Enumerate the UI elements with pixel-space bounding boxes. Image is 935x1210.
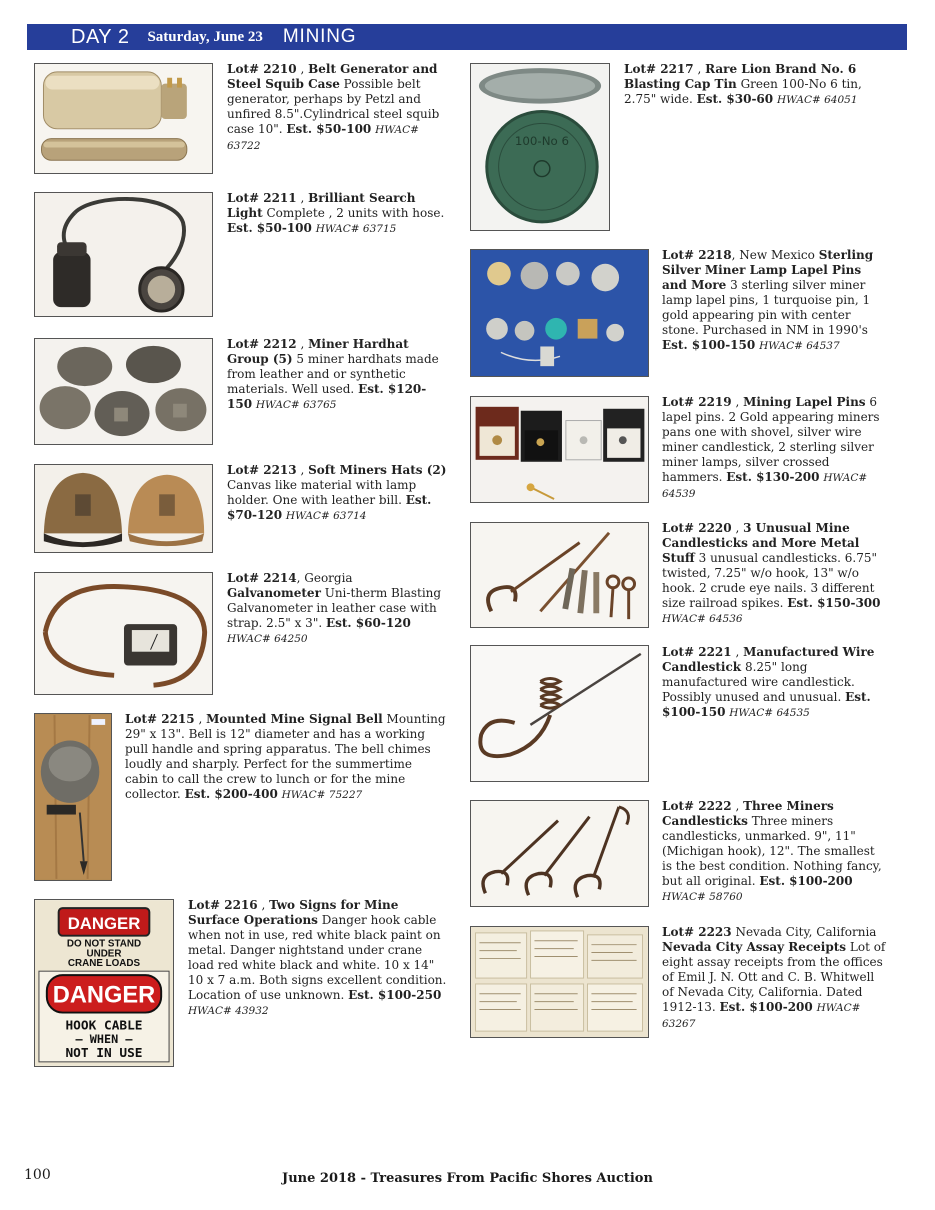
lot-estimate: Est. $30-60 — [696, 92, 774, 106]
lot-hwac: HWAC# 64537 — [759, 340, 840, 352]
lot-text: 5 miner hardhats made from leather and or synthetic materials. Well used. — [227, 352, 439, 396]
date-label: Saturday, June 23 — [147, 28, 263, 45]
lot-estimate: Est. $100-150 — [662, 690, 871, 719]
lot-sep: , — [697, 62, 702, 76]
lot-sep: , — [261, 898, 266, 912]
lot-hwac: HWAC# 64051 — [776, 94, 858, 106]
lot-2223-desc — [662, 925, 887, 1032]
lot-2218-desc — [662, 248, 887, 354]
lot-estimate: Est. $100-150 — [662, 338, 756, 352]
lot-2223-photo — [470, 926, 649, 1038]
lot-sep: , — [198, 712, 203, 726]
lot-2221-photo — [470, 645, 649, 782]
lot-estimate: Est. $50-100 — [286, 122, 372, 136]
lot-title: Three Miners Candlesticks — [662, 799, 834, 828]
lot-number: Lot# 2210 — [227, 62, 297, 76]
lot-hwac: HWAC# 63267 — [662, 1002, 861, 1030]
footer-title: June 2018 - Treasures From Pacific Shores Auction — [282, 1171, 653, 1186]
lot-title: Mounted Mine Signal Bell — [206, 712, 383, 726]
lot-2216-photo — [34, 899, 174, 1067]
lot-number: Lot# 2216 — [188, 898, 258, 912]
sign1-line-2: UNDER — [86, 948, 122, 960]
lot-hwac: HWAC# 64536 — [662, 613, 743, 625]
lot-2213-desc — [227, 463, 447, 524]
lot-number: Lot# 2220 — [662, 521, 732, 535]
lot-2211-photo — [34, 192, 213, 317]
sign2-line-2: — WHEN — — [75, 1032, 133, 1047]
lot-number: Lot# 2222 — [662, 799, 732, 813]
lot-hwac: HWAC# 75227 — [281, 789, 363, 801]
lot-2220-desc — [662, 521, 887, 627]
lot-sep: , — [735, 645, 740, 659]
lot-hwac: HWAC# 63715 — [315, 223, 397, 235]
lot-2219-photo — [470, 396, 649, 503]
lot-hwac: HWAC# 63765 — [255, 399, 337, 411]
lot-title: 3 Unusual Mine Candlesticks and More Metal Stuff — [662, 521, 860, 565]
sign1-line-3: CRANE LOADS — [67, 958, 141, 970]
lot-estimate: Est. $70-120 — [227, 493, 432, 522]
sign2-line-3: NOT IN USE — [65, 1045, 143, 1061]
lot-number: Lot# 2213 — [227, 463, 297, 477]
lot-estimate: Est. $50-100 — [227, 221, 312, 235]
lot-text: Possible belt generator, perhaps by Petzl and unfired 8.5".Cylindrical steel squib case 10". — [227, 77, 440, 136]
lot-title: Miner Hardhat Group (5) — [227, 337, 409, 366]
lot-2210-desc — [227, 62, 447, 154]
lot-sep: , — [735, 799, 740, 813]
lot-2214-desc — [227, 571, 449, 647]
lot-2212-photo — [34, 338, 213, 445]
lot-title: Two Signs for Mine Surface Operations — [188, 898, 399, 927]
lot-2211-desc — [227, 191, 447, 237]
lot-title: Rare Lion Brand No. 6 Blasting Cap Tin — [624, 62, 857, 91]
lot-title: Brilliant Search Light — [227, 191, 416, 220]
lot-title: Nevada City Assay Receipts — [662, 940, 847, 954]
lot-sep: Nevada City, California — [735, 925, 877, 939]
lot-title: Sterling Silver Miner Lamp Lapel Pins and More — [662, 248, 874, 292]
lot-hwac: HWAC# 63714 — [285, 510, 367, 522]
sign1-title: DANGER — [67, 913, 141, 933]
lot-hwac: HWAC# 58760 — [662, 891, 743, 903]
lot-hwac: HWAC# 64539 — [662, 472, 868, 500]
lot-title: Manufactured Wire Candlestick — [662, 645, 875, 674]
lot-hwac: HWAC# 43932 — [188, 1005, 269, 1017]
sign2-title: DANGER — [52, 982, 156, 1009]
page-header — [27, 24, 907, 50]
tin-label: 100-No 6 — [514, 134, 570, 149]
lot-sep: , — [300, 463, 305, 477]
lot-2220-photo — [470, 522, 649, 628]
lot-number: Lot# 2212 — [227, 337, 297, 351]
lot-title: Galvanometer — [227, 586, 321, 600]
lot-text: Canvas like material with lamp holder. One with leather bill. — [227, 478, 417, 507]
lot-number: Lot# 2221 — [662, 645, 732, 659]
lot-number: Lot# 2218 — [662, 248, 732, 262]
lot-sep: , — [300, 62, 305, 76]
lot-estimate: Est. $100-200 — [719, 1000, 813, 1014]
lot-2219-desc — [662, 395, 887, 502]
lot-estimate: Est. $200-400 — [184, 787, 278, 801]
sign1-line-1: DO NOT STAND — [66, 938, 142, 950]
lot-estimate: Est. $100-250 — [348, 988, 442, 1002]
lot-sep: , Georgia — [296, 571, 353, 585]
day-label: DAY 2 — [71, 25, 130, 48]
lot-2217-desc — [624, 62, 886, 108]
lot-number: Lot# 2211 — [227, 191, 297, 205]
lot-text: Green 100-No 6 tin, 2.75" wide. — [624, 77, 862, 106]
lot-hwac: HWAC# 64250 — [227, 633, 308, 645]
lot-2216-desc — [188, 898, 450, 1019]
lot-2212-desc — [227, 337, 447, 413]
lot-estimate: Est. $130-200 — [726, 470, 820, 484]
lot-2222-photo — [470, 800, 649, 907]
lot-text: Complete , 2 units with hose. — [266, 206, 445, 220]
lot-text: 8.25" long manufactured wire candlestick. Possibly unused and unusual. — [662, 660, 855, 704]
lot-estimate: Est. $60-120 — [325, 616, 411, 630]
lot-2215-desc — [125, 712, 447, 803]
lot-hwac: HWAC# 63722 — [227, 124, 419, 152]
lot-sep: , New Mexico — [731, 248, 815, 262]
lot-estimate: Est. $100-200 — [759, 874, 853, 888]
lot-text: 3 unusual candlesticks. 6.75" twisted, 7.25" w/o hook, 13" w/o hook. 2 crude eye nails. 3 different size railroad spikes. — [662, 551, 878, 610]
lot-2214-photo — [34, 572, 213, 695]
lot-sep: , — [300, 337, 305, 351]
section-label: MINING — [282, 26, 357, 47]
lot-title: Belt Generator and Steel Squib Case — [227, 62, 438, 91]
sign2-line-1: HOOK CABLE — [65, 1018, 143, 1034]
lot-title: Mining Lapel Pins — [743, 395, 866, 409]
lot-text: Lot of eight assay receipts from the offices of Emil J. N. Ott and C. B. Whitwell of Nevada City, California. Dated 1912-13. — [662, 940, 886, 1014]
lot-sep: , — [735, 521, 740, 535]
lot-sep: , — [300, 191, 305, 205]
lot-text: Mounting 29" x 13". Bell is 12" diameter and has a working pull handle and spring apparatus. The bell chimes loudly and sharply. Perfect for the summertime cabin to call the crew to lunch or for the mine collector. — [125, 712, 446, 801]
lot-estimate: Est. $120-150 — [227, 382, 427, 411]
lot-text: Danger hook cable when not in use, red white black paint on metal. Danger nightstand under crane load red white black and white. 10 x 14" 10 x 7 a.m. Both signs excellent condition. Location of use unknown. — [188, 913, 447, 1002]
lot-2221-desc — [662, 645, 887, 721]
lot-estimate: Est. $150-300 — [787, 596, 881, 610]
lot-2215-photo — [34, 713, 112, 881]
lot-number: Lot# 2223 — [662, 925, 732, 939]
lot-sep: , — [735, 395, 740, 409]
lot-text: 6 lapel pins. 2 Gold appearing miners pans one with shovel, silver wire miner candlestick, 2 sterling silver miner lamps, silver crossed hammers. — [662, 395, 880, 484]
lot-2213-photo — [34, 464, 213, 553]
lot-2218-photo — [470, 249, 649, 377]
lot-number: Lot# 2217 — [624, 62, 694, 76]
page-number: 100 — [24, 1167, 51, 1183]
lot-title: Soft Miners Hats (2) — [308, 463, 447, 477]
lot-text: 3 sterling silver miner lamp lapel pins, 1 turquoise pin, 1 gold appearing pin with center stone. Purchased in NM in 1990's — [662, 278, 871, 337]
lot-text: Three miners candlesticks, unmarked. 9", 11" (Michigan hook), 12". The smallest is the best condition. Nothing fancy, but all original. — [662, 814, 882, 888]
lot-number: Lot# 2214 — [227, 571, 297, 585]
lot-text: Uni-therm Blasting Galvanometer in leather case with strap. 2.5" x 3". — [227, 586, 442, 630]
lot-number: Lot# 2219 — [662, 395, 732, 409]
lot-2217-photo — [470, 63, 610, 231]
lot-number: Lot# 2215 — [125, 712, 195, 726]
lot-2222-desc — [662, 799, 887, 905]
lot-2210-photo — [34, 63, 213, 174]
lot-hwac: HWAC# 64535 — [729, 707, 810, 719]
